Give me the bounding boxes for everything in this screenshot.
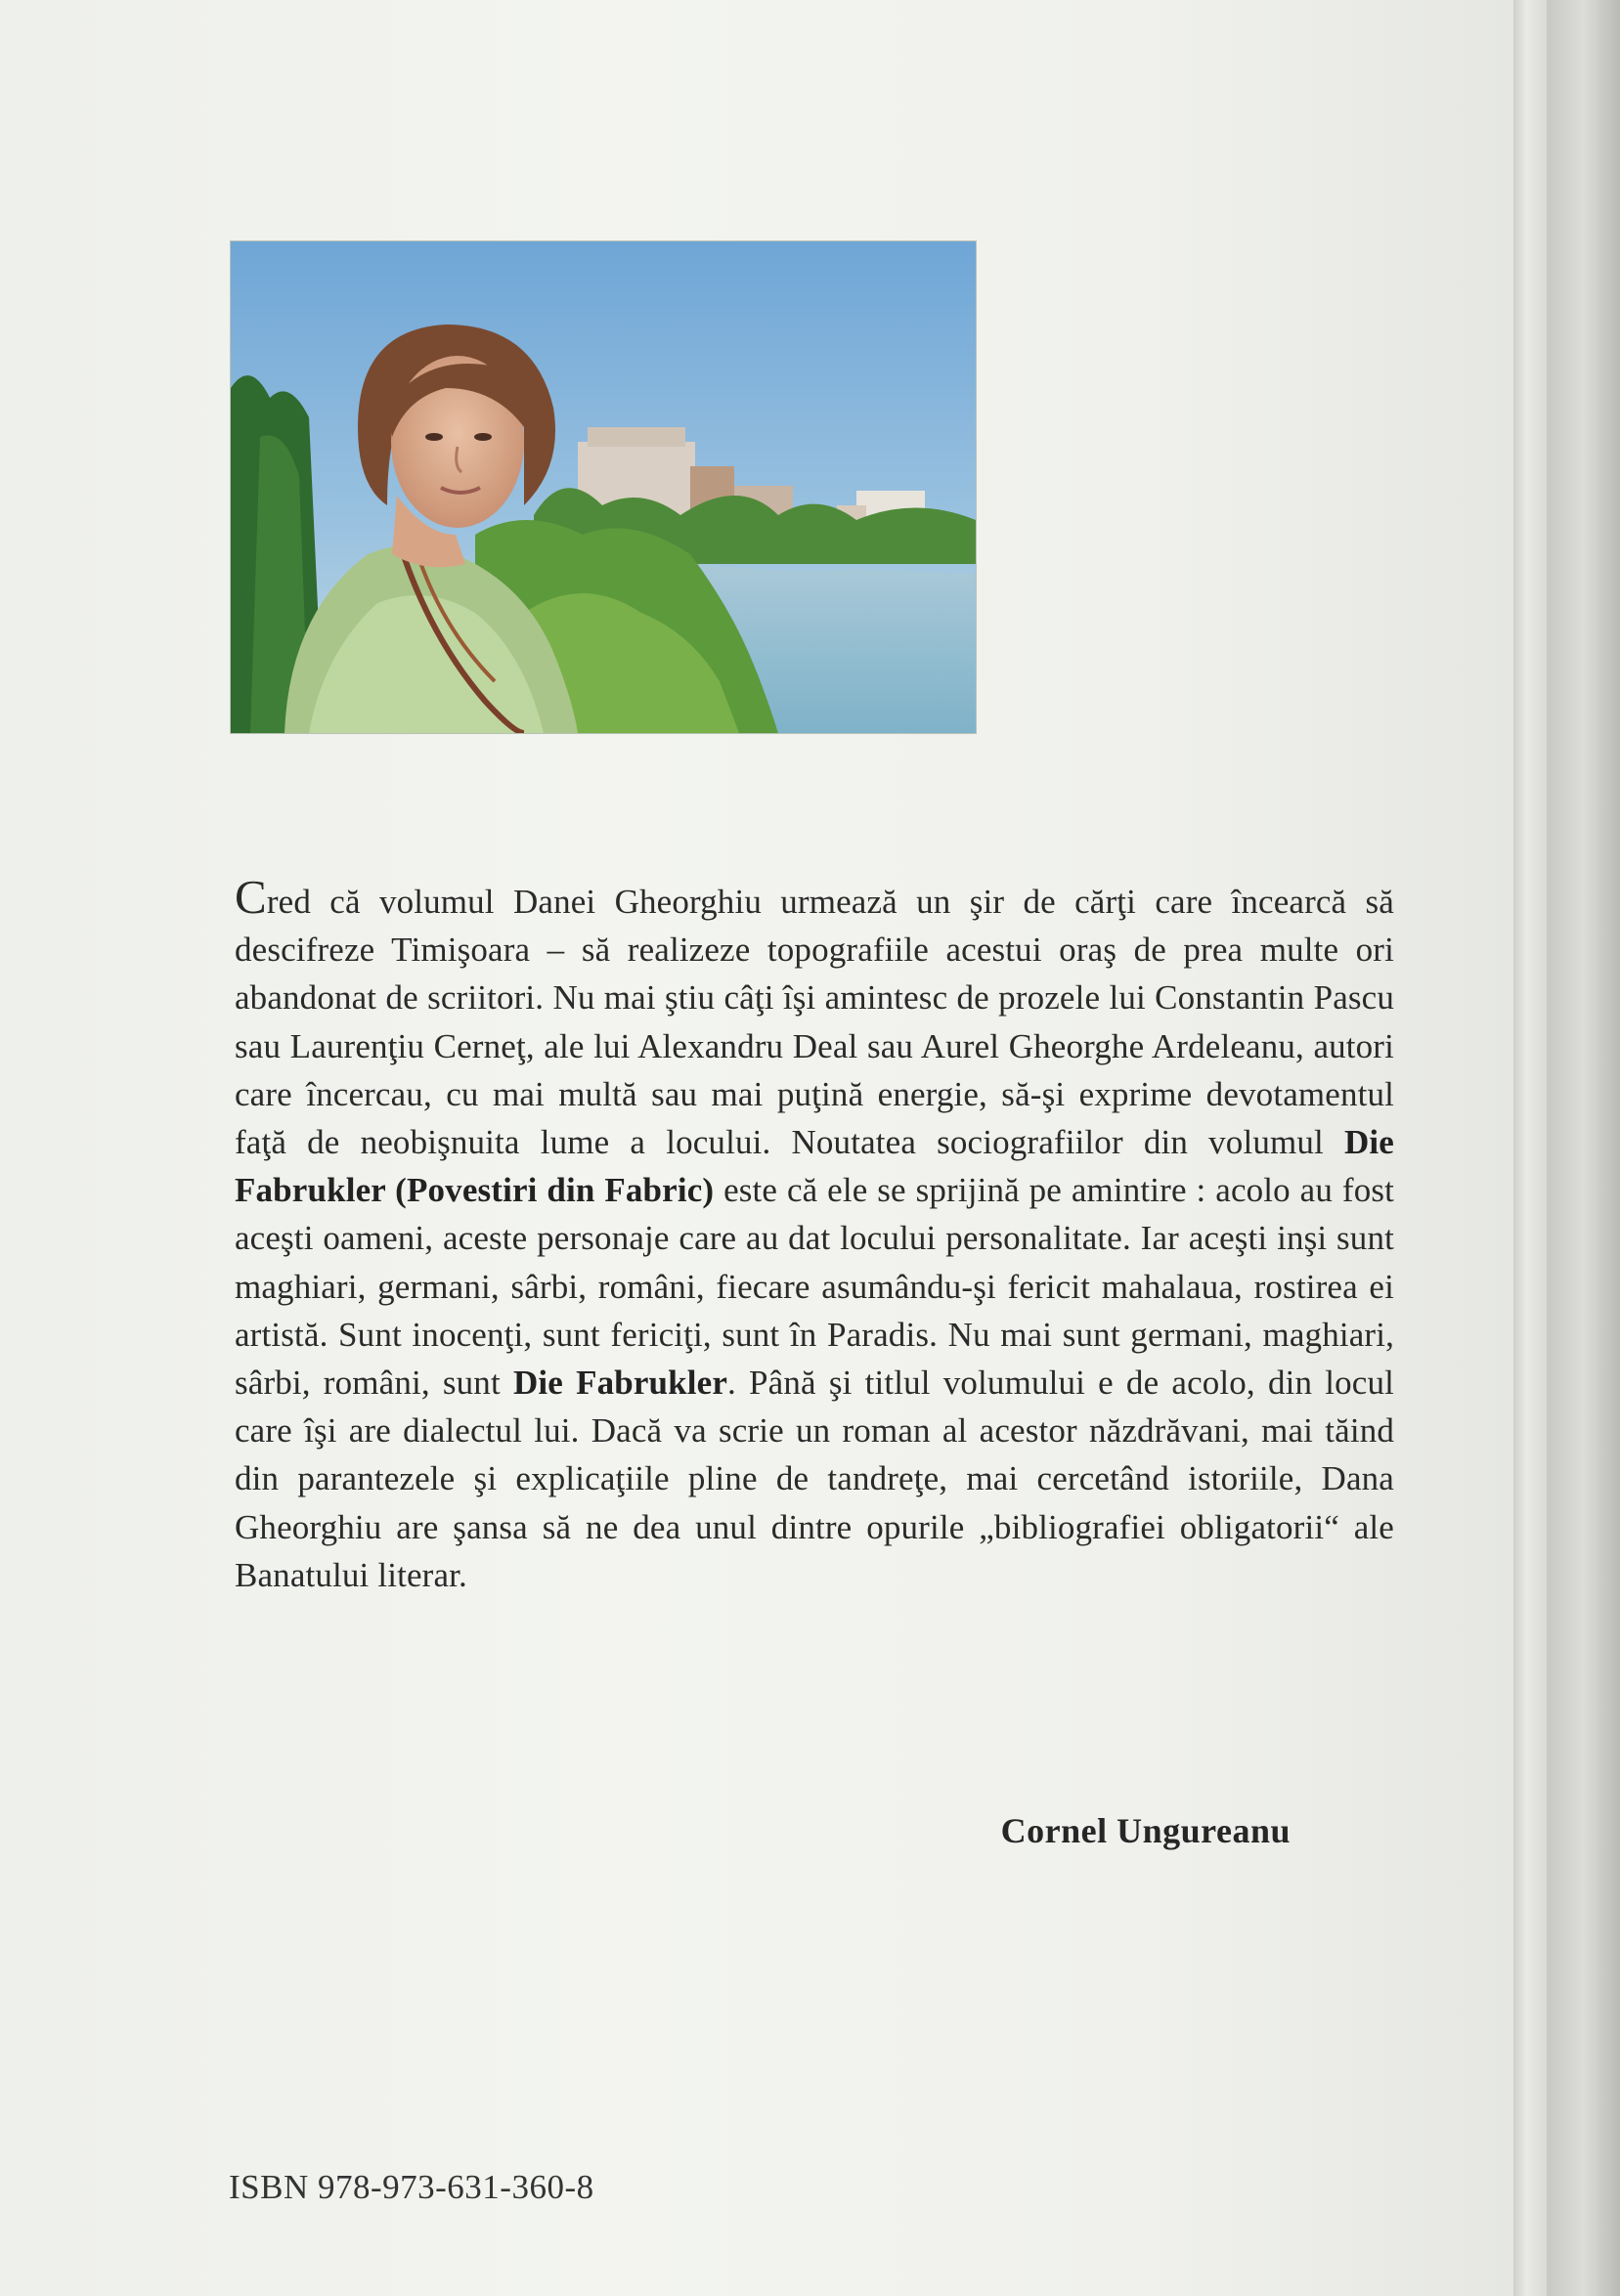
book-title-short: Die Fabrukler (512, 1364, 728, 1403)
dropcap-letter: C (235, 870, 267, 924)
isbn-number: ISBN 978-973-631-360-8 (229, 2168, 594, 2206)
author-portrait-icon (231, 241, 976, 733)
book-title: Die Fabrukler (Povestiri din Fabric) (235, 1123, 1394, 1210)
author-signature: Cornel Ungureanu (1000, 1811, 1291, 1850)
blurb-part-1: red că volumul Danei Gheorghiu urmează un şir de cărţi care încearcă să descifreze Timişoara – să realizeze topografiile acestui oraş de prea multe ori abandonat de scriitori. Nu mai ştiu câţi îşi amintesc de prozele lui Constantin Pascu sau Laurenţiu Cerneţ, ale lui Alexandru Deal sau Aurel Gheorghe Ardeleanu, autori care încercau, cu mai multă sau mai puţină energie, să-şi exprime devotamentul faţă de neobişnuita lume a locului. Noutatea sociografiilor din volumul (235, 883, 1394, 1162)
page-edge-outer (1547, 0, 1620, 2296)
page-edge (1513, 0, 1547, 2296)
blurb-part-3: . Până şi titlul volumului e de acolo, din locul care îşi are dialectul lui. Dacă va scrie un roman al acestor năzdrăvani, mai tăind din parantezele şi explicaţiile pline de tandreţe, mai cercetând istoriile, Dana Gheorghiu are şansa să ne dea unul dintre opurile „bibliografiei obligatorii“ ale Banatului literar. (235, 1364, 1394, 1594)
blurb-text (235, 870, 1394, 1599)
blurb-part-2: este că ele se sprijină pe amintire : acolo au fost aceşti oameni, aceste personaje care au dat locului personalitate. Iar aceşti inşi sunt maghiari, germani, sârbi, români, fiecare asumându-şi fericit mahalaua, rostirea ei artistă. Sunt inocenţi, sunt fericiţi, sunt în Paradis. Nu mai sunt germani, maghiari, sârbi, români, sunt (235, 1171, 1394, 1403)
author-photo (230, 240, 977, 734)
